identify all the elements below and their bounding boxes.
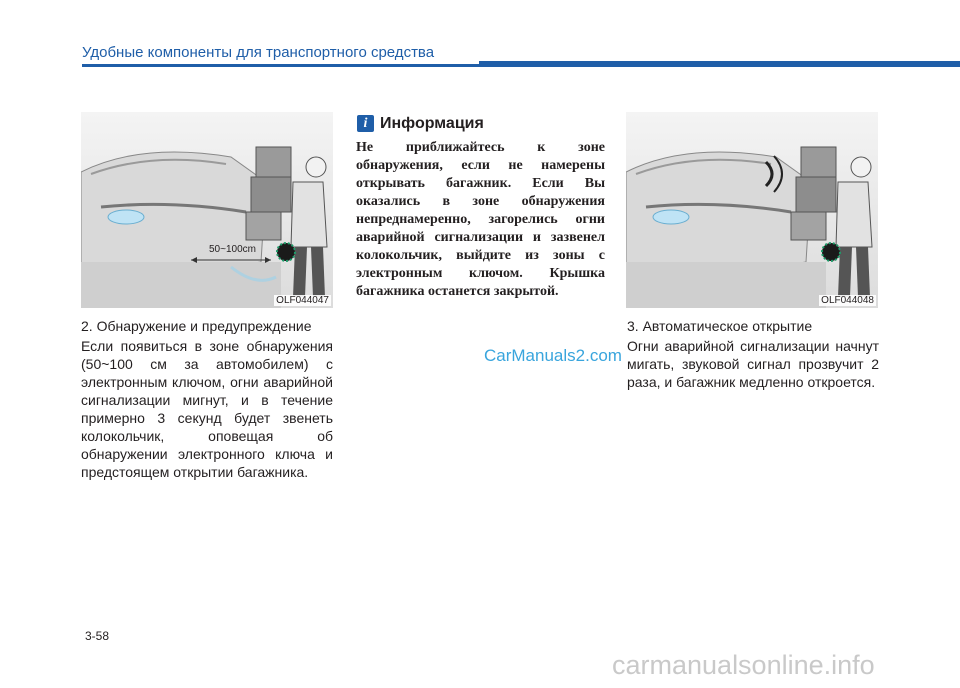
figure-code: OLF044048 (821, 295, 874, 306)
page-number: 3-58 (85, 629, 110, 643)
info-icon: i (357, 115, 374, 132)
watermark: CarManuals2.com (484, 346, 622, 365)
info-body: Не приближайтесь к зоне обнаружения, если не намерены открывать багажник. Если Вы оказались в зоне обнаружения непреднамеренно, загорелись огни аварийной сигнализации и зазвенел колокольчик, выйдите из зоны с электронным ключом. Крышка багажника останется закрытой. (356, 140, 605, 299)
header-title: Удобные компоненты для транспортного средства (82, 44, 435, 61)
info-title: Информация (380, 115, 484, 132)
car-trunk-open-illustration (626, 112, 878, 308)
distance-label: 50~100cm (209, 244, 256, 255)
section-body-auto-open: Огни аварийной сигнализации начнут мигать, звуковой сигнал прозвучит 2 раза, и багажник медленно откроется. (627, 338, 879, 390)
header-rule (82, 64, 479, 67)
figure-code: OLF044047 (276, 295, 329, 306)
car-trunk-illustration (81, 112, 333, 308)
header-bar (479, 61, 960, 67)
section-caption-auto-open: 3. Автоматическое открытие (627, 318, 813, 334)
footer-watermark: carmanualsonline.info (612, 650, 875, 680)
figure-detection (81, 112, 333, 308)
section-body-detection: Если появиться в зоне обнаружения (50~100 см за автомобилем) с электронным ключом, огни аварийной сигнализации мигнут, и в течение примерно 3 секунд будет звенеть колокольчик, оповещая об обнаружении электронного ключа и предстоящем открытии багажника. (81, 338, 333, 480)
section-caption-detection: 2. Обнаружение и предупреждение (81, 318, 312, 334)
figure-auto-open (626, 112, 878, 308)
